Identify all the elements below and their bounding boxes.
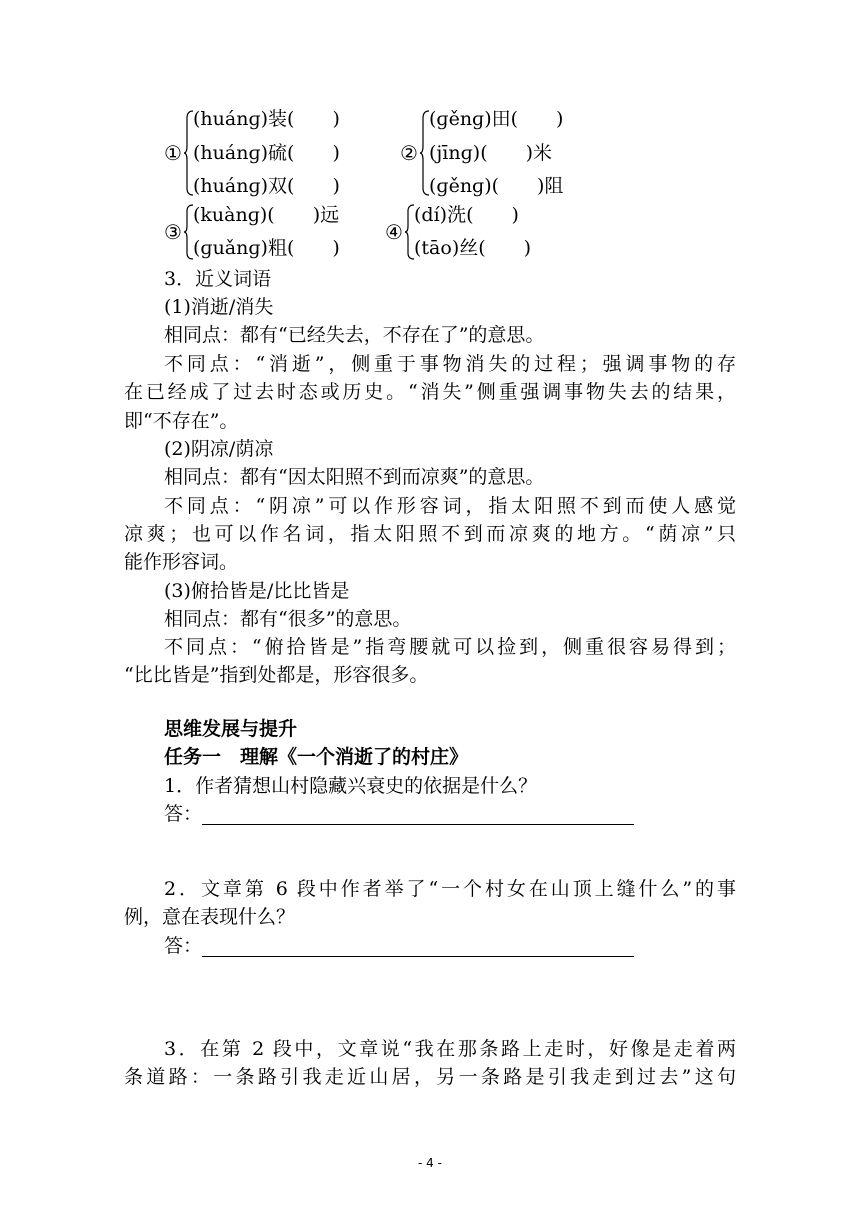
group-number: ② (400, 141, 418, 165)
group-number: ④ (385, 220, 403, 244)
pinyin-line: (dí)洗( ) (414, 204, 519, 226)
pinyin-line: (jīnɡ)( )米 (429, 142, 553, 164)
task-heading: 任务一 理解《一个消逝了的村庄》 (164, 746, 469, 768)
answer-label: 答： (164, 803, 203, 825)
item-title: (3)俯拾皆是/比比皆是 (164, 580, 350, 602)
question-3-cont: 条道路：一条路引我走近山居，另一条路是引我走到过去”这句 (124, 1066, 736, 1088)
question-2: 2．文章第 6 段中作者举了“一个村女在山顶上缝什么”的事 (164, 878, 736, 900)
answer-blank[interactable] (202, 805, 634, 825)
same-point: 相同点：都有“很多”的意思。 (164, 608, 412, 630)
group-number: ③ (164, 220, 182, 244)
answer-blank[interactable] (202, 937, 634, 957)
section-heading: 3．近义词语 (164, 268, 272, 290)
pinyin-line: (tāo)丝( ) (414, 237, 532, 259)
question-3: 3．在第 2 段中，文章说“我在那条路上走时，好像是走着两 (164, 1038, 736, 1060)
pinyin-line: (kuànɡ)( )远 (193, 204, 340, 226)
pinyin-line: (huánɡ)双( ) (193, 175, 340, 197)
page-number: - 4 - (418, 1156, 442, 1170)
same-point: 相同点：都有“已经失去，不存在了”的意思。 (164, 324, 545, 346)
item-title: (2)阴凉/荫凉 (164, 438, 274, 460)
answer-label: 答： (164, 935, 203, 957)
item-title: (1)消逝/消失 (164, 296, 274, 318)
pinyin-line: (ɡěnɡ)( )阻 (429, 175, 564, 197)
answer-line[interactable] (164, 935, 634, 957)
diff-point: “比比皆是”指到处都是，形容很多。 (124, 664, 429, 686)
group-number: ① (164, 141, 182, 165)
question-1: 1．作者猜想山村隐藏兴衰史的依据是什么？ (164, 775, 538, 797)
pinyin-line: (huánɡ)装( ) (193, 108, 340, 130)
same-point: 相同点：都有“因太阳照不到而凉爽”的意思。 (164, 466, 545, 488)
diff-point: 不同点：“俯拾皆是”指弯腰就可以捡到，侧重很容易得到； (164, 636, 736, 658)
section-heading: 思维发展与提升 (164, 718, 298, 740)
diff-point: 凉爽；也可以作名词，指太阳照不到而凉爽的地方。“荫凉”只 (124, 523, 736, 545)
answer-line[interactable] (164, 803, 634, 825)
diff-point: 即“不存在”。 (124, 410, 239, 432)
pinyin-line: (huánɡ)硫( ) (193, 142, 340, 164)
diff-point: 不同点：“阴凉”可以作形容词，指太阳照不到而使人感觉 (164, 495, 736, 517)
diff-point: 能作形容词。 (124, 551, 239, 573)
diff-point: 不同点：“消逝”，侧重于事物消失的过程；强调事物的存 (164, 353, 736, 375)
pinyin-line: (ɡěnɡ)田( ) (429, 108, 564, 130)
diff-point: 在已经成了过去时态或历史。“消失”侧重强调事物失去的结果， (124, 381, 736, 403)
pinyin-line: (ɡuǎnɡ)粗( ) (193, 237, 340, 259)
question-2-cont: 例，意在表现什么？ (124, 906, 296, 928)
